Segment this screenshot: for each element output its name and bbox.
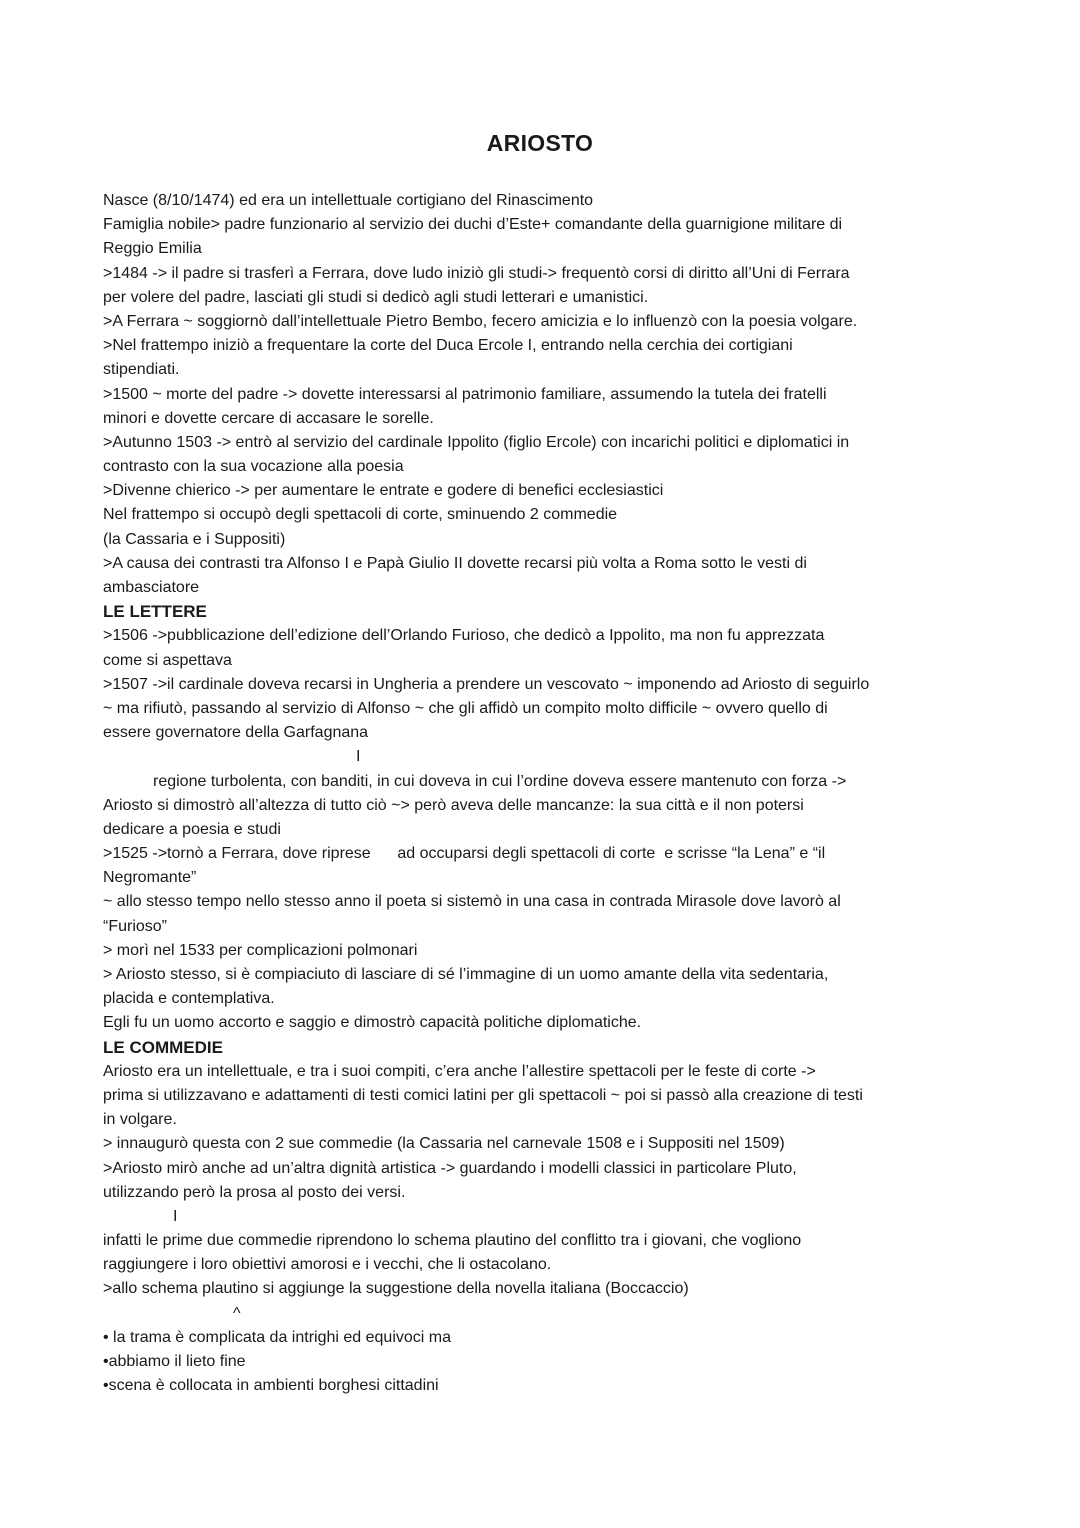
text-line: Famiglia nobile> padre funzionario al servizio dei duchi d’Este+ comandante della guarnigione militare di <box>103 216 843 234</box>
text-line: ^ <box>233 1304 241 1322</box>
text-line: Reggio Emilia <box>103 240 202 258</box>
text-line: >1525 ->tornò a Ferrara, dove riprese ad occuparsi degli spettacoli di corte e scrisse “la Lena” e “il <box>103 845 826 863</box>
text-line: >Autunno 1503 -> entrò al servizio del cardinale Ippolito (figlio Ercole) con incarichi politici e diplomatici in <box>103 433 850 451</box>
text-line: >Ariosto mirò anche ad un’altra dignità artistica -> guardando i modelli classici in particolare Pluto, <box>103 1159 797 1177</box>
text-line: Egli fu un uomo accorto e saggio e dimostrò capacità politiche diplomatiche. <box>103 1014 642 1032</box>
text-line: ~ ma rifiutò, passando al servizio di Alfonso ~ che gli affidò un compito molto difficile ~ ovvero quello di <box>103 699 828 717</box>
text-line: > innaugurò questa con 2 sue commedie (la Cassaria nel carnevale 1508 e i Suppositi nel 1509) <box>103 1135 785 1153</box>
text-line: >Divenne chierico -> per aumentare le entrate e godere di benefici ecclesiastici <box>103 482 664 500</box>
text-line: raggiungere i loro obiettivi amorosi e i vecchi, che li ostacolano. <box>103 1256 552 1274</box>
text-line: Negromante” <box>103 869 197 887</box>
text-line: >A Ferrara ~ soggiornò dall’intellettuale Pietro Bembo, fecero amicizia e lo influenzò con la poesia volgare. <box>103 312 858 330</box>
text-line: >1507 ->il cardinale doveva recarsi in Ungheria a prendere un vescovato ~ imponendo ad Ariosto di seguirlo <box>103 675 870 693</box>
text-line: regione turbolenta, con banditi, in cui doveva in cui l’ordine doveva essere mantenuto con forza -> <box>153 772 847 790</box>
text-line: Nasce (8/10/1474) ed era un intellettuale cortigiano del Rinascimento <box>103 192 594 209</box>
text-line: essere governatore della Garfagnana <box>103 724 369 742</box>
text-line: in volgare. <box>103 1111 177 1129</box>
text-line: come si aspettava <box>103 651 232 669</box>
text-line: >1506 ->pubblicazione dell’edizione dell’Orlando Furioso, che dedicò a Ippolito, ma non fu apprezzata <box>103 627 825 645</box>
text-line: utilizzando però la prosa al posto dei versi. <box>103 1183 406 1201</box>
text-line: • la trama è complicata da intrighi ed equivoci ma <box>103 1328 451 1346</box>
text-line: >Nel frattempo iniziò a frequentare la corte del Duca Ercole I, entrando nella cerchia dei cortigiani <box>103 337 793 355</box>
text-line: placida e contemplativa. <box>103 990 275 1008</box>
page-title: ARIOSTO <box>486 130 594 156</box>
text-line: I <box>173 1207 178 1225</box>
text-line: Ariosto si dimostrò all’altezza di tutto ciò ~> però aveva delle mancanze: la sua città e il non potersi <box>103 796 804 814</box>
document-body <box>103 189 983 1398</box>
text-line: contrasto con la sua vocazione alla poesia <box>103 458 404 476</box>
text-line: > morì nel 1533 per complicazioni polmonari <box>103 941 418 959</box>
text-line: Ariosto era un intellettuale, e tra i suoi compiti, c’era anche l’allestire spettacoli per le feste di corte -> <box>103 1062 816 1080</box>
text-line: “Furioso” <box>103 917 168 935</box>
text-line: > Ariosto stesso, si è compiaciuto di lasciare di sé l’immagine di un uomo amante della vita sedentaria, <box>103 966 829 983</box>
section-heading: LE COMMEDIE <box>103 1037 223 1057</box>
text-line: >A causa dei contrasti tra Alfonso I e Papà Giulio II dovette recarsi più volta a Roma sotto le vesti di <box>103 554 807 572</box>
text-line: ~ allo stesso tempo nello stesso anno il poeta si sistemò in una casa in contrada Mirasole dove lavorò al <box>103 893 841 911</box>
text-line: minori e dovette cercare di accasare le sorelle. <box>103 409 434 427</box>
text-line: >allo schema plautino si aggiunge la suggestione della novella italiana (Boccaccio) <box>103 1280 689 1298</box>
text-line: •scena è collocata in ambienti borghesi cittadini <box>103 1377 439 1395</box>
text-line: >1500 ~ morte del padre -> dovette interessarsi al patrimonio familiare, assumendo la tutela dei fratelli <box>103 385 827 403</box>
text-line: dedicare a poesia e studi <box>103 820 281 838</box>
text-line: •abbiamo il lieto fine <box>103 1353 246 1370</box>
text-line: Nel frattempo si occupò degli spettacoli di corte, sminuendo 2 commedie <box>103 506 618 524</box>
text-line: I <box>356 748 361 766</box>
text-line: infatti le prime due commedie riprendono lo schema plautino del conflitto tra i giovani, che vogliono <box>103 1232 802 1250</box>
text-line: per volere del padre, lasciati gli studi si dedicò agli studi letterari e umanistici. <box>103 288 649 306</box>
text-line: >1484 -> il padre si trasferì a Ferrara, dove ludo iniziò gli studi-> frequentò corsi di diritto all’Uni di Ferrara <box>103 264 850 282</box>
text-line: ambasciatore <box>103 579 200 596</box>
text-line: (la Cassaria e i Suppositi) <box>103 530 286 548</box>
text-line: prima si utilizzavano e adattamenti di testi comici latini per gli spettacoli ~ poi si passò alla creazione di testi <box>103 1086 863 1104</box>
section-heading: LE LETTERE <box>103 602 207 622</box>
text-line: stipendiati. <box>103 361 180 379</box>
